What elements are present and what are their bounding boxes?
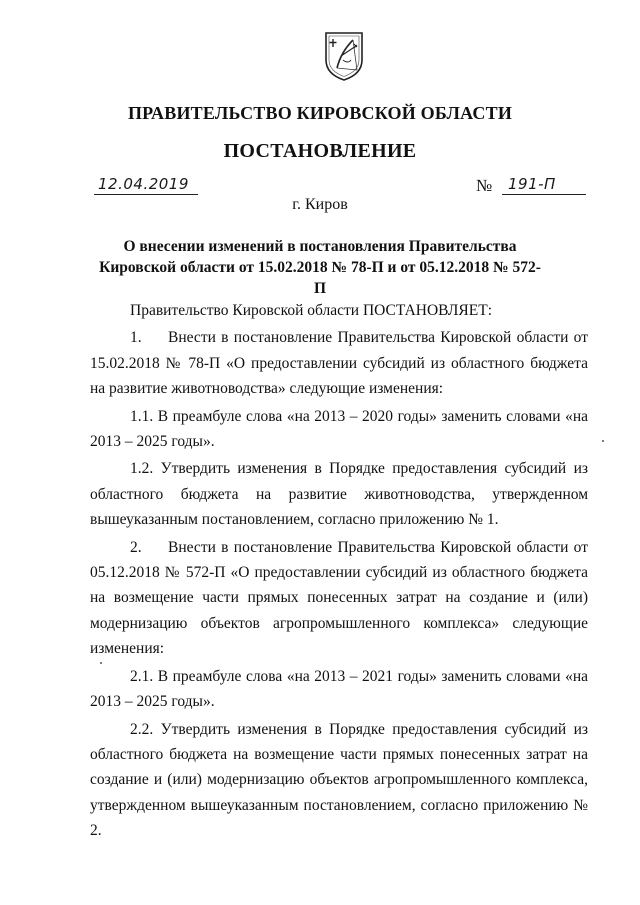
document-type: ПОСТАНОВЛЕНИЕ xyxy=(223,140,417,162)
number-sign: № xyxy=(476,176,493,195)
paragraph-2-2: 2.2. Утвердить изменения в Порядке предоставления субсидий из областного бюджета на возмещение части прямых понесенных затрат на создание и (или) модернизацию объектов агропромышленного комплекса, утвержденном вышеуказанным постановлением, согласно приложению № 2. xyxy=(90,720,588,840)
subject-line-2: Кировской области от 15.02.2018 № 78-П и от 05.12.2018 № 572-П xyxy=(99,259,541,297)
number-underline xyxy=(502,176,586,195)
kirov-coat-of-arms-icon xyxy=(323,30,365,82)
date-handwritten: 12.04.2019 xyxy=(98,175,189,193)
paragraph-2-1: 2.1. В преамбуле слова «на 2013 – 2021 годы» заменить словами «на 2013 – 2025 годы». xyxy=(90,667,588,711)
subject-line-1: О внесении изменений в постановления Правительства xyxy=(123,238,517,255)
paragraph-1-2: 1.2. Утвердить изменения в Порядке предоставления субсидий из областного бюджета на развитие животноводства, утвержденном вышеуказанным постановлением, согласно приложению № 1. xyxy=(90,460,588,529)
paragraph-1-1: 1.1. В преамбуле слова «на 2013 – 2020 годы» заменить словами «на 2013 – 2025 годы». xyxy=(90,407,588,451)
document-subject xyxy=(95,236,545,299)
number-handwritten: 191-П xyxy=(508,175,556,193)
paragraph-2: 2. Внести в постановление Правительства Кировской области от 05.12.2018 № 572-П «О предоставлении субсидий из областного бюджета на возмещение части прямых понесенных затрат на создание и (или) модернизацию объектов агропромышленного комплекса» следующие изменения: xyxy=(90,538,588,658)
body-lead: Правительство Кировской области ПОСТАНОВЛЯЕТ: xyxy=(130,302,493,319)
scan-speck xyxy=(602,440,604,442)
government-title: ПРАВИТЕЛЬСТВО КИРОВСКОЙ ОБЛАСТИ xyxy=(127,103,513,123)
paragraph-1: 1. Внести в постановление Правительства Кировской области от 15.02.2018 № 78-П «О предоставлении субсидий из областного бюджета на развитие животноводства» следующие изменения: xyxy=(90,329,588,398)
scan-speck xyxy=(100,662,102,664)
document-body xyxy=(90,298,588,844)
date-field xyxy=(94,176,198,195)
city-name: г. Киров xyxy=(292,196,348,213)
